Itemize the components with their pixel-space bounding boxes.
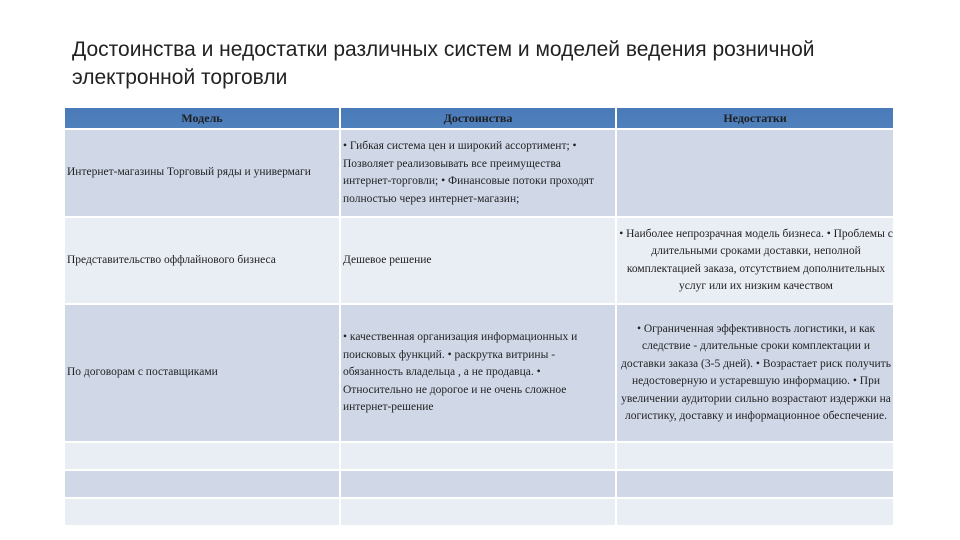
table-row — [65, 218, 895, 305]
empty-cell — [617, 471, 895, 499]
empty-cell — [341, 471, 617, 499]
cell-disadvantages: • Наиболее непрозрачная модель бизнеса. • Проблемы с длительными сроками доставки, неполной комплектацией заказа, отсутствием дополнительных услуг или их низким качеством — [617, 218, 895, 305]
empty-cell — [65, 471, 341, 499]
empty-cell — [341, 443, 617, 471]
header-advantages: Достоинства — [341, 108, 617, 130]
cell-model: По договорам с поставщиками — [65, 305, 341, 443]
table-row — [65, 130, 895, 218]
cell-model: Интернет-магазины Торговый ряды и универмаги — [65, 130, 341, 218]
slide-title: Достоинства и недостатки различных систем и моделей ведения розничной электронной торговли — [72, 38, 815, 89]
empty-table-row — [65, 443, 895, 471]
empty-cell — [65, 443, 341, 471]
empty-cell — [341, 499, 617, 527]
cell-advantages: • Гибкая система цен и широкий ассортимент; • Позволяет реализовывать все преимущества интернет-торговли; • Финансовые потоки проходят полностью через интернет-магазин; — [341, 130, 617, 218]
cell-model: Представительство оффлайнового бизнеса — [65, 218, 341, 305]
header-model: Модель — [65, 108, 341, 130]
empty-table-row — [65, 499, 895, 527]
cell-advantages: • качественная организация информационных и поисковых функций. • раскрутка витрины - обязанность владельца , а не продавца. • Относительно не дорогое и не очень сложное интернет-решение — [341, 305, 617, 443]
empty-table-row — [65, 471, 895, 499]
comparison-table-container — [65, 108, 895, 540]
header-disadvantages: Недостатки — [617, 108, 895, 130]
cell-disadvantages: • Ограниченная эффективность логистики, и как следствие - длительные сроки комплектации и доставки заказа (3-5 дней). • Возрастает риск получить недостоверную и устаревшую информацию. • При увеличении аудитории сильно возрастают издержки на логистику, доставку и информационное обеспечение. — [617, 305, 895, 443]
empty-cell — [65, 499, 341, 527]
cell-advantages: Дешевое решение — [341, 218, 617, 305]
empty-cell — [617, 443, 895, 471]
comparison-table — [65, 108, 895, 527]
empty-cell — [617, 499, 895, 527]
table-header-row — [65, 108, 895, 130]
table-row — [65, 305, 895, 443]
cell-disadvantages — [617, 130, 895, 218]
